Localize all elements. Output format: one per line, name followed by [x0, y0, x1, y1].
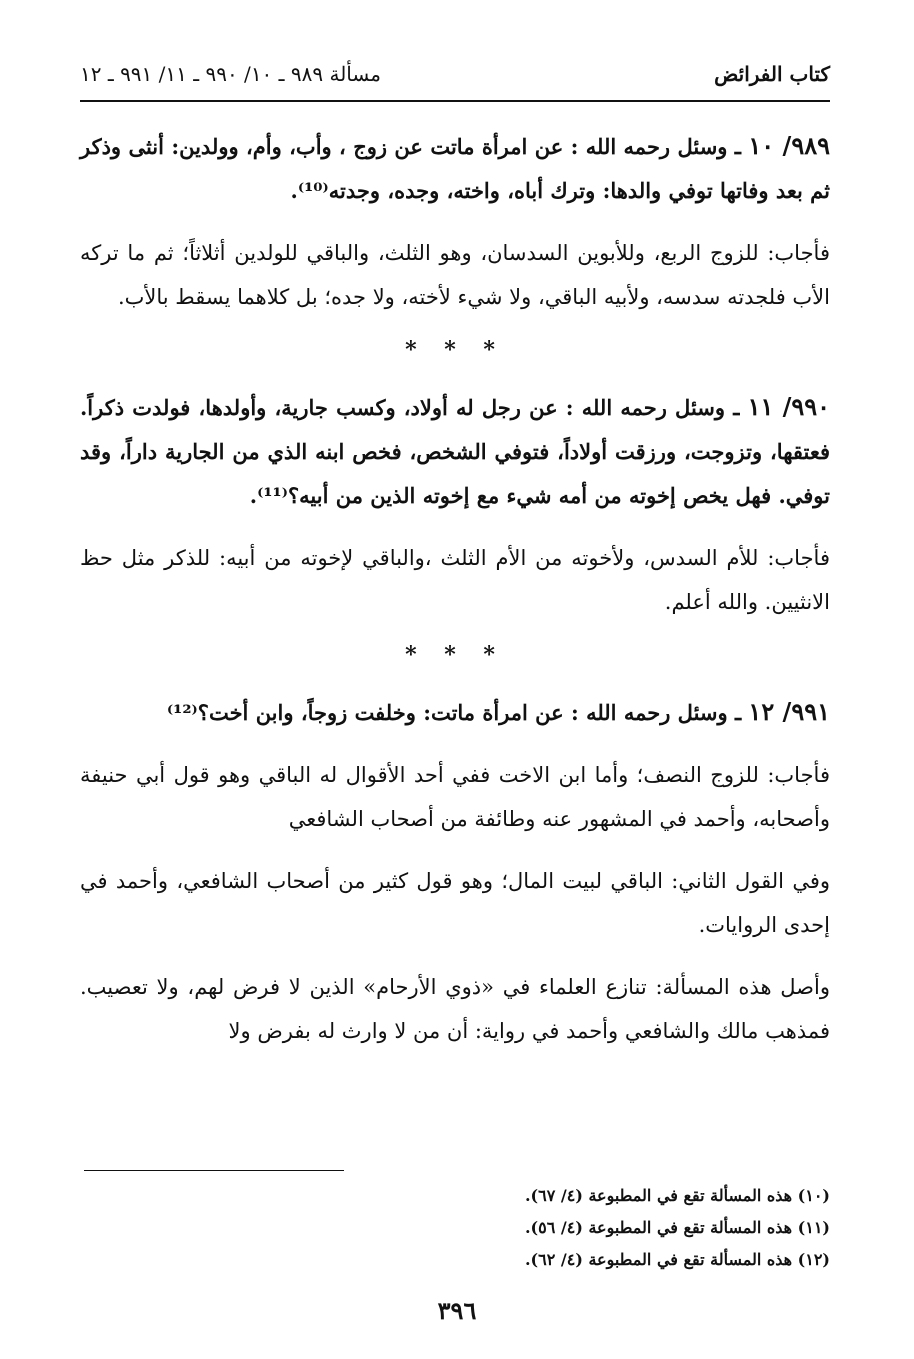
question-number: ٩٩٠/ ١١: [747, 392, 831, 421]
answer-991-paragraph: وفي القول الثاني: الباقي لبيت المال؛ وهو قول كثير من أصحاب الشافعي، وأحمد في إحدى الروايات.: [80, 869, 830, 937]
answer-991-paragraph: فأجاب: للزوج النصف؛ وأما ابن الاخت ففي أحد الأقوال له الباقي وهو قول أبي حنيفة وأصحابه، وأحمد في المشهور عنه وطائفة من أصحاب الشافعي: [80, 763, 830, 831]
footnote-divider: [84, 1170, 344, 1171]
answer-991-paragraph: وأصل هذه المسألة: تنازع العلماء في «ذوي الأرحام» الذين لا فرض لهم، ولا تعصيب. فمذهب مالك والشافعي وأحمد في رواية: أن من لا وارث له بفرض ولا: [80, 975, 830, 1043]
question-text: ـ وسئل رحمه الله : عن امرأة ماتت عن زوج ، وأب، وأم، وولدين: أنثى وذكر ثم بعد وفاتها توفي والدها: وترك أباه، واخته، وجده، وجدته⁽¹⁰⁾.: [80, 134, 830, 203]
running-header: [80, 62, 830, 96]
answer-989: فأجاب: للزوج الربع، وللأبوين السدسان، وهو الثلث، والباقي للولدين أثلاثاً؛ ثم ما تركه الأب فلجدته سدسه، ولأبيه الباقي، ولا شيء لأخته، ولا جده؛ بل كلاهما يسقط بالأب.: [80, 241, 830, 309]
page-number: ٣٩٦: [437, 1296, 477, 1325]
header-book-title: كتاب الفرائض: [714, 62, 830, 86]
question-text: ـ وسئل رحمه الله : عن رجل له أولاد، وكسب جارية، وأولدها، فولدت ذكراً. فعتقها، وتزوجت، ورزقت أولاداً، فتوفي الشخص، فخص ابنه الذي من الجارية داراً، وقد توفي. فهل يخص إخوته من أمه شيء مع إخوته الذين من أبيه؟⁽¹¹⁾.: [80, 395, 830, 508]
question-number: ٩٩١/ ١٢: [748, 697, 830, 726]
header-divider: [80, 100, 830, 102]
question-990: [80, 385, 830, 518]
footnotes: [80, 1180, 830, 1276]
footnote: (١٢) هذه المسألة تقع في المطبوعة (٤/ ٦٢).: [524, 1250, 830, 1269]
question-989: [80, 124, 830, 213]
section-separator: * * *: [405, 642, 505, 668]
answer-990: فأجاب: للأم السدس، ولأخوته من الأم الثلث ،والباقي لإخوته من أبيه: للذكر مثل حظ الانثيين. والله أعلم.: [80, 546, 830, 614]
section-separator: * * *: [405, 337, 505, 363]
main-text: [80, 124, 830, 1071]
question-number: ٩٨٩/ ١٠: [748, 131, 830, 160]
question-text: ـ وسئل رحمه الله : عن امرأة ماتت: وخلفت زوجاً، وابن أخت؟⁽¹²⁾: [166, 700, 749, 725]
footnote: (١١) هذه المسألة تقع في المطبوعة (٤/ ٥٦).: [524, 1218, 830, 1237]
footnote: (١٠) هذه المسألة تقع في المطبوعة (٤/ ٦٧).: [524, 1186, 830, 1205]
question-991: [80, 690, 830, 735]
header-masail-range: مسألة ٩٨٩ ـ ١٠/ ٩٩٠ ـ ١١/ ٩٩١ ـ ١٢: [80, 62, 381, 86]
